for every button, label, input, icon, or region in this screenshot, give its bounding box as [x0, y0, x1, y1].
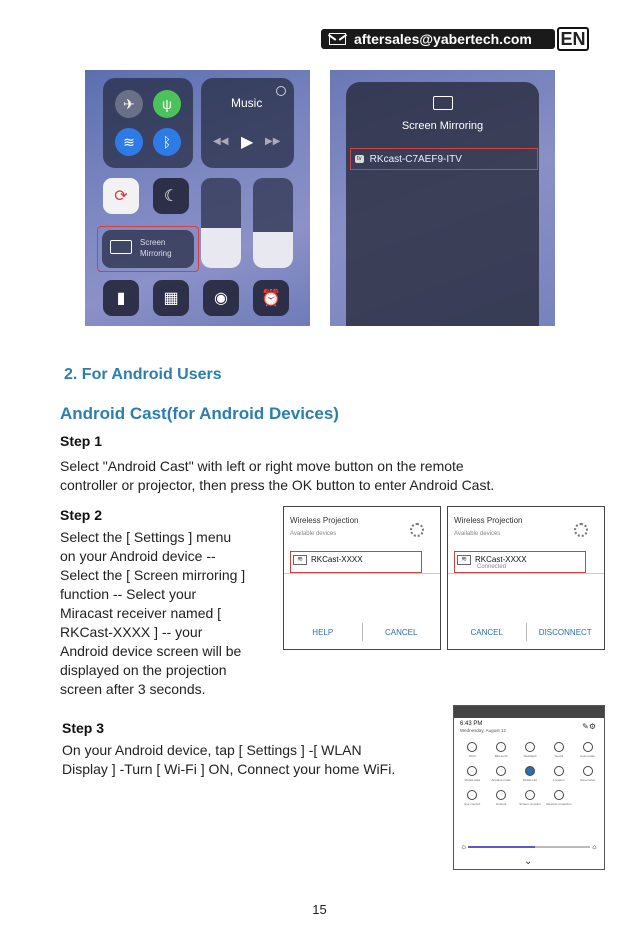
screen-mirroring-title: Screen Mirroring	[401, 120, 484, 132]
play-icon: ▶	[241, 134, 254, 151]
screen-recorder-icon	[525, 790, 535, 800]
status-bar	[454, 706, 604, 718]
section-heading: 2. For Android Users	[64, 366, 222, 383]
wifi-icon: ≋	[115, 128, 143, 156]
tile: Screen recorder	[516, 790, 545, 806]
cellular-icon: ψ	[153, 90, 181, 118]
chevron-down-icon: ⌄	[524, 856, 533, 867]
tile: Sound	[544, 742, 573, 758]
wireless-projection-connected-dialog	[447, 506, 605, 650]
appletv-badge: tv	[357, 156, 362, 162]
tile: Flashlight	[516, 742, 545, 758]
dialog-title: Wireless Projection	[454, 516, 523, 525]
android-quick-settings-screenshot	[453, 705, 605, 870]
screen-mirroring-highlight	[97, 226, 199, 272]
connected-status: Connected	[477, 564, 507, 570]
screen-mirroring-icon	[433, 96, 453, 110]
tile: Location	[544, 766, 573, 782]
hotspot-icon	[525, 766, 535, 776]
tile: Screenshot	[573, 766, 602, 782]
music-label: Music	[231, 96, 263, 110]
available-devices-label: Available devices	[454, 531, 501, 537]
device-name: RKcast-C7AEF9-ITV	[369, 153, 462, 165]
control-center-screenshot	[85, 70, 310, 326]
email-text: aftersales@yabertech.com	[354, 31, 532, 47]
screen-mirroring-icon	[110, 240, 132, 254]
screen-mirroring-label-line1: Screen	[140, 238, 166, 247]
edit-settings-icon: ✎⚙	[582, 722, 596, 731]
step2-title: Step 2	[60, 507, 103, 523]
flashlight-icon	[525, 742, 535, 752]
rotate-icon	[583, 742, 593, 752]
calculator-icon: ▦	[153, 280, 189, 316]
cancel-button: CANCEL	[385, 627, 418, 637]
device-row	[454, 551, 586, 573]
quick-tiles-grid	[458, 742, 602, 806]
tile: Mobile Hot	[516, 766, 545, 782]
previous-icon: ◀◀	[213, 136, 229, 147]
loading-spinner-icon	[410, 523, 424, 537]
step3-title: Step 3	[62, 720, 105, 736]
email-banner	[321, 29, 555, 49]
subheading: Android Cast(for Android Devices)	[60, 404, 339, 423]
volume-slider	[253, 178, 293, 268]
wireless-projection-dialog	[283, 506, 441, 650]
clock-date: Wednesday, August 12	[460, 728, 506, 733]
available-devices-label: Available devices	[290, 531, 337, 537]
step2-text: Select the [ Settings ] menu on your Android device -- Select the [ Screen mirroring ] function -- Select your Miracast receiver named [ RKCast-XXXX ] -- your Android device screen will be displayed on the projection screen after 3 seconds.	[60, 529, 246, 697]
airplane-icon: ✈	[115, 90, 143, 118]
eye-comfort-icon	[467, 790, 477, 800]
location-icon	[554, 766, 564, 776]
tile: Mobile data	[458, 766, 487, 782]
airplay-icon	[276, 86, 286, 96]
wireless-projection-icon	[554, 790, 564, 800]
screen-mirroring-panel	[346, 82, 539, 326]
rotation-lock-icon: ⟳	[103, 178, 139, 214]
device-row	[350, 148, 538, 170]
wifi-icon: ≋	[293, 555, 307, 565]
bluetooth-icon	[496, 742, 506, 752]
device-row	[290, 551, 422, 573]
screen-mirroring-tile	[102, 230, 194, 268]
language-badge: EN	[557, 27, 589, 51]
cancel-button: CANCEL	[470, 627, 503, 637]
page-number: 15	[312, 902, 327, 917]
tile: Airplane mode	[487, 766, 516, 782]
dialog-title: Wireless Projection	[290, 516, 359, 525]
next-icon: ▶▶	[265, 136, 281, 147]
screenshot-icon	[583, 766, 593, 776]
sound-icon	[554, 742, 564, 752]
envelope-icon	[329, 33, 346, 45]
camera-icon: ◉	[203, 280, 239, 316]
tile: Wi-Fi	[458, 742, 487, 758]
device-name: RKCast-XXXX	[475, 555, 527, 564]
tile: Wireless projection	[544, 790, 573, 806]
screen-mirroring-screenshot	[330, 70, 555, 326]
tile: Auto-rotate	[573, 742, 602, 758]
brightness-low-icon: ☼	[460, 842, 468, 851]
device-name: RKCast-XXXX	[311, 555, 363, 564]
tile: Eye comfort	[458, 790, 487, 806]
mobile-data-icon	[467, 766, 477, 776]
tile: Hotspot	[487, 790, 516, 806]
flashlight-icon: ▮	[103, 280, 139, 316]
step1-text: Select "Android Cast" with left or right move button on the remote controller or projector, then press the OK button to enter Android Cast.	[60, 458, 495, 493]
moon-icon: ☾	[153, 178, 189, 214]
step1-title: Step 1	[60, 433, 103, 449]
music-tile	[201, 78, 294, 168]
wifi-icon	[467, 742, 477, 752]
airplane-icon	[496, 766, 506, 776]
hotspot-icon	[496, 790, 506, 800]
clock-time: 6:43 PM	[460, 721, 483, 727]
alarm-icon: ⏰	[253, 280, 289, 316]
brightness-slider	[201, 178, 241, 268]
brightness-high-icon: ☼	[590, 842, 598, 851]
wifi-icon: ≋	[457, 555, 471, 565]
screen-mirroring-label-line2: Mirroring	[140, 249, 172, 258]
step3-text: On your Android device, tap [ Settings ] -[ WLAN Display ] -Turn [ Wi-Fi ] ON, Connect your home WiFi.	[62, 742, 396, 777]
disconnect-button: DISCONNECT	[538, 627, 592, 637]
loading-spinner-icon	[574, 523, 588, 537]
help-button: HELP	[312, 627, 334, 637]
tile: Bluetooth	[487, 742, 516, 758]
bluetooth-icon: ᛒ	[153, 128, 181, 156]
brightness-slider	[468, 846, 590, 848]
connectivity-tile	[103, 78, 193, 168]
